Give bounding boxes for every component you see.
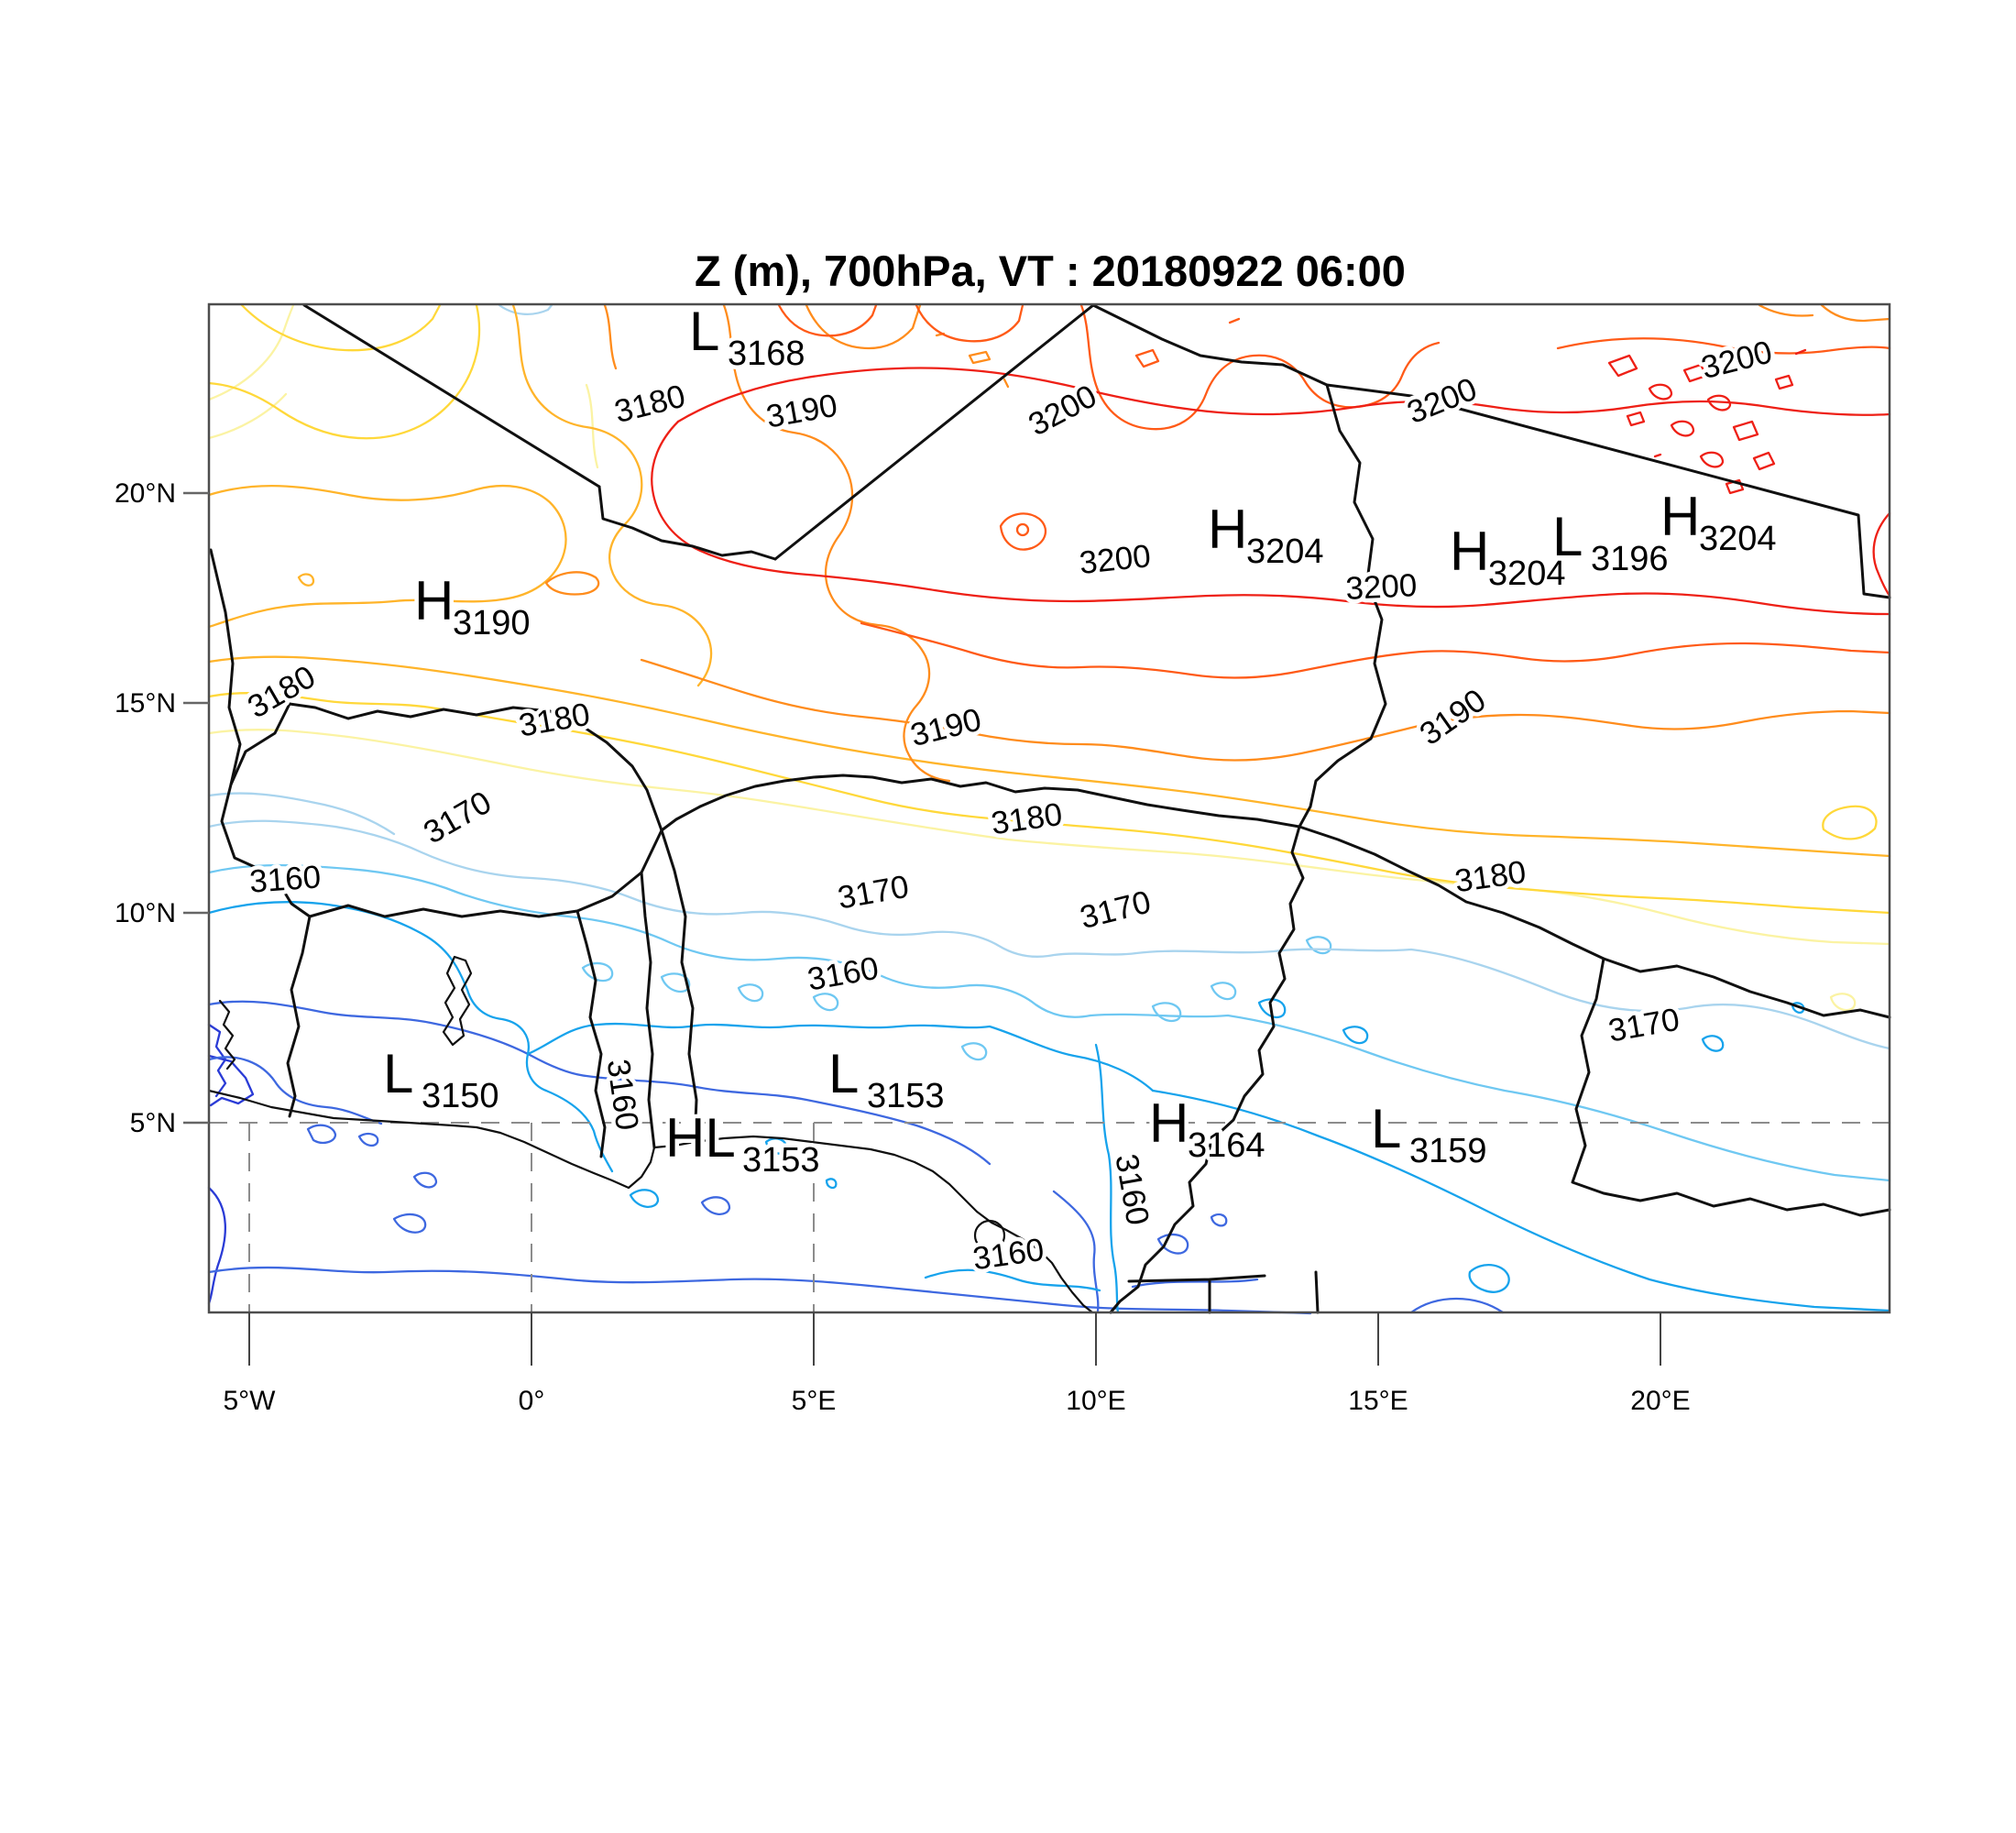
contour-label: 3180: [1452, 853, 1528, 900]
contour-label: 3170: [1605, 1001, 1682, 1049]
contour-label: 3180: [989, 796, 1065, 842]
lat-tick-label: 15°N: [114, 688, 176, 719]
contour-label: 3190: [763, 387, 840, 435]
contour-level-3200: [652, 350, 1890, 614]
contour-label: 3180: [610, 378, 689, 431]
pressure-center-value: 3153: [867, 1077, 945, 1115]
lon-tick-label: 15°E: [1348, 1386, 1408, 1416]
contour-level-3150: [209, 1025, 253, 1303]
contour-label: 3160: [805, 949, 882, 998]
border-ivorycoast-ghana: [288, 916, 310, 1116]
border-libya-niger: [1093, 305, 1327, 385]
lon-tick-label: 20°E: [1630, 1386, 1691, 1416]
pressure-center-value: 3150: [422, 1077, 499, 1115]
border-cameroon-car: [1572, 959, 1890, 1215]
border-togo-benin: [641, 873, 654, 1147]
lat-tick-label: 10°N: [114, 898, 176, 928]
pressure-center-value: 3168: [728, 335, 805, 373]
contour-label: 3190: [906, 701, 985, 754]
pressure-center-letter: H: [1208, 499, 1248, 560]
pressure-center-value: 3204: [1488, 554, 1566, 593]
pressure-center: [1660, 486, 1777, 558]
pressure-center-value: 3204: [1246, 532, 1324, 571]
lat-tick-label: 5°N: [129, 1108, 176, 1138]
lon-tick-label: 5°W: [223, 1386, 276, 1416]
pressure-center-letter: L: [1552, 506, 1583, 567]
pressure-center: [1552, 506, 1669, 578]
pressure-center-value: 3153: [742, 1141, 820, 1180]
pressure-center: [1371, 1098, 1487, 1170]
pressure-center: [665, 1107, 820, 1180]
contour-label: 3180: [516, 696, 593, 744]
contour-label: 3190: [1413, 682, 1493, 752]
contour-label: 3200: [1023, 378, 1103, 444]
pressure-center: [1208, 499, 1324, 571]
border-eq-guinea: [1129, 1272, 1318, 1312]
graticule: [209, 1123, 1890, 1312]
pressure-center-value: 3204: [1699, 520, 1777, 558]
contour-label: 3180: [241, 658, 322, 726]
contour-label: 3160: [247, 859, 323, 900]
pressure-center-letter: L: [828, 1043, 860, 1104]
pressure-center-letter: H: [1660, 486, 1701, 547]
pressure-center-letter: H: [414, 570, 455, 631]
border-algeria-mali: [304, 305, 599, 487]
contour-label: 3170: [1076, 884, 1155, 937]
figure-title: Z (m), 700hPa, VT : 20180922 06:00: [695, 247, 1406, 295]
contour-label: 3160: [1108, 1151, 1156, 1228]
pressure-center: [414, 570, 531, 642]
pressure-center-letter: L: [1371, 1098, 1402, 1159]
pressure-center: [383, 1043, 499, 1115]
contour-label: 3200: [1078, 538, 1153, 582]
pressure-center: [1149, 1092, 1265, 1165]
pressure-center: [828, 1043, 945, 1115]
lon-tick-label: 5°E: [791, 1386, 837, 1416]
border-mali-west: [211, 550, 240, 785]
border-ghana-togo: [577, 911, 605, 1157]
contour-label: 3200: [1402, 370, 1483, 432]
contour-label: 3160: [970, 1231, 1046, 1278]
pressure-center: [689, 301, 805, 373]
lon-tick-label: 0°: [518, 1386, 545, 1416]
pressure-center-letter: HL: [665, 1107, 736, 1169]
pressure-center-letter: L: [383, 1043, 414, 1104]
pressure-center-letter: H: [1450, 521, 1490, 582]
contour-label: 3200: [1344, 567, 1419, 608]
contour-label: 3170: [417, 784, 498, 851]
pressure-center-value: 3190: [453, 604, 531, 642]
contour-label: 3200: [1697, 334, 1776, 387]
border-chad-south: [1299, 827, 1890, 1017]
pressure-center: [1450, 521, 1566, 593]
contour-label: 3160: [599, 1057, 646, 1133]
border-niger-chad: [1299, 385, 1386, 827]
pressure-center-value: 3164: [1188, 1126, 1265, 1165]
pressure-center-letter: H: [1149, 1092, 1189, 1154]
pressure-center-value: 3196: [1591, 540, 1669, 578]
pressure-center-value: 3159: [1409, 1132, 1487, 1170]
lon-tick-label: 10°E: [1066, 1386, 1126, 1416]
contour-label: 3170: [835, 868, 912, 916]
lat-tick-label: 20°N: [114, 478, 176, 509]
border-niger-nigeria: [662, 775, 1299, 830]
pressure-center-letter: L: [689, 301, 720, 362]
